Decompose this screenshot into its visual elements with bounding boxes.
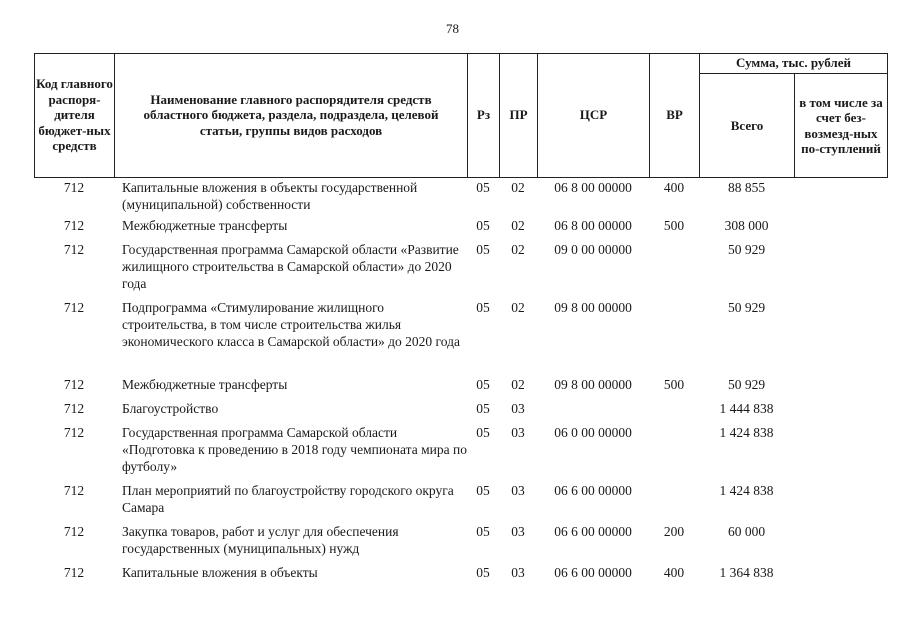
row-total: 88 855 [727,180,766,195]
row-total: 50 929 [727,242,766,257]
header-vr: ВР [666,107,683,123]
row-rz: 05 [476,524,490,539]
header-sum: Сумма, тыс. рублей [736,55,851,71]
row-total: 308 000 [724,218,769,233]
row-vr: 500 [663,218,685,233]
row-code: 712 [63,218,85,233]
row-total: 1 444 838 [719,401,774,416]
row-pr: 03 [511,401,525,416]
row-total: 1 364 838 [719,565,774,580]
header-pr: ПР [509,107,528,123]
row-total: 50 929 [727,377,766,392]
row-pr: 02 [511,377,525,392]
row-csr: 06 8 00 00000 [554,218,632,233]
row-vr: 400 [663,180,685,195]
row-vr: 400 [663,565,685,580]
row-code: 712 [63,483,85,498]
row-code: 712 [63,242,85,257]
row-total: 60 000 [727,524,766,539]
row-pr: 03 [511,483,525,498]
row-code: 712 [63,425,85,440]
row-csr: 06 6 00 00000 [554,524,632,539]
row-csr: 09 8 00 00000 [554,377,632,392]
header-bottom-border [34,177,888,178]
row-csr: 06 0 00 00000 [554,425,632,440]
row-pr: 02 [511,242,525,257]
row-pr: 03 [511,565,525,580]
row-csr: 09 0 00 00000 [554,242,632,257]
row-rz: 05 [476,401,490,416]
row-pr: 03 [511,524,525,539]
row-rz: 05 [476,377,490,392]
row-code: 712 [63,300,85,315]
row-vr: 200 [663,524,685,539]
row-name: Закупка товаров, работ и услуг для обеспечения государственных (муниципальных) нужд [122,524,399,556]
row-pr: 02 [511,180,525,195]
header-free: в том числе за счет без-возмезд-ных по-ступлений [799,94,883,156]
row-vr: 500 [663,377,685,392]
header-total: Всего [730,117,764,133]
row-code: 712 [63,401,85,416]
row-name: Государственная программа Самарской области «Подготовка к проведению в 2018 году чемпионата мира по футболу» [122,425,467,474]
row-pr: 02 [511,300,525,315]
header-csr: ЦСР [579,107,608,123]
row-total: 1 424 838 [719,483,774,498]
row-code: 712 [63,377,85,392]
row-code: 712 [63,524,85,539]
row-csr: 09 8 00 00000 [554,300,632,315]
header-name: Наименование главного распорядителя средств областного бюджета, раздела, подраздела, целевой статьи, группы видов расходов [143,91,439,138]
header-code: Код главного распоря-дителя бюджет-ных средств [36,76,113,154]
row-total: 1 424 838 [719,425,774,440]
header-rz: Рз [476,107,491,123]
row-name: Капитальные вложения в объекты государственной (муниципальной) собственности [122,180,418,212]
row-csr: 06 6 00 00000 [554,565,632,580]
row-rz: 05 [476,242,490,257]
row-pr: 03 [511,425,525,440]
row-code: 712 [63,565,85,580]
row-csr: 06 6 00 00000 [554,483,632,498]
row-name: Межбюджетные трансферты [122,377,288,392]
row-rz: 05 [476,483,490,498]
row-total: 50 929 [727,300,766,315]
row-name: Государственная программа Самарской области «Развитие жилищного строительства в Самарской области» до 2020 года [122,242,459,291]
row-pr: 02 [511,218,525,233]
row-name: План мероприятий по благоустройству городского округа Самара [122,483,454,515]
row-rz: 05 [476,425,490,440]
row-name: Подпрограмма «Стимулирование жилищного строительства, в том числе строительства жилья экономического класса в Самарской области» до 2020 года [122,300,460,349]
page-number: 78 [446,21,459,36]
row-rz: 05 [476,218,490,233]
table-header [34,53,888,178]
row-name: Благоустройство [122,401,219,416]
row-code: 712 [63,180,85,195]
row-csr: 06 8 00 00000 [554,180,632,195]
row-rz: 05 [476,565,490,580]
row-name: Межбюджетные трансферты [122,218,288,233]
row-name: Капитальные вложения в объекты [122,565,318,580]
row-rz: 05 [476,300,490,315]
row-rz: 05 [476,180,490,195]
